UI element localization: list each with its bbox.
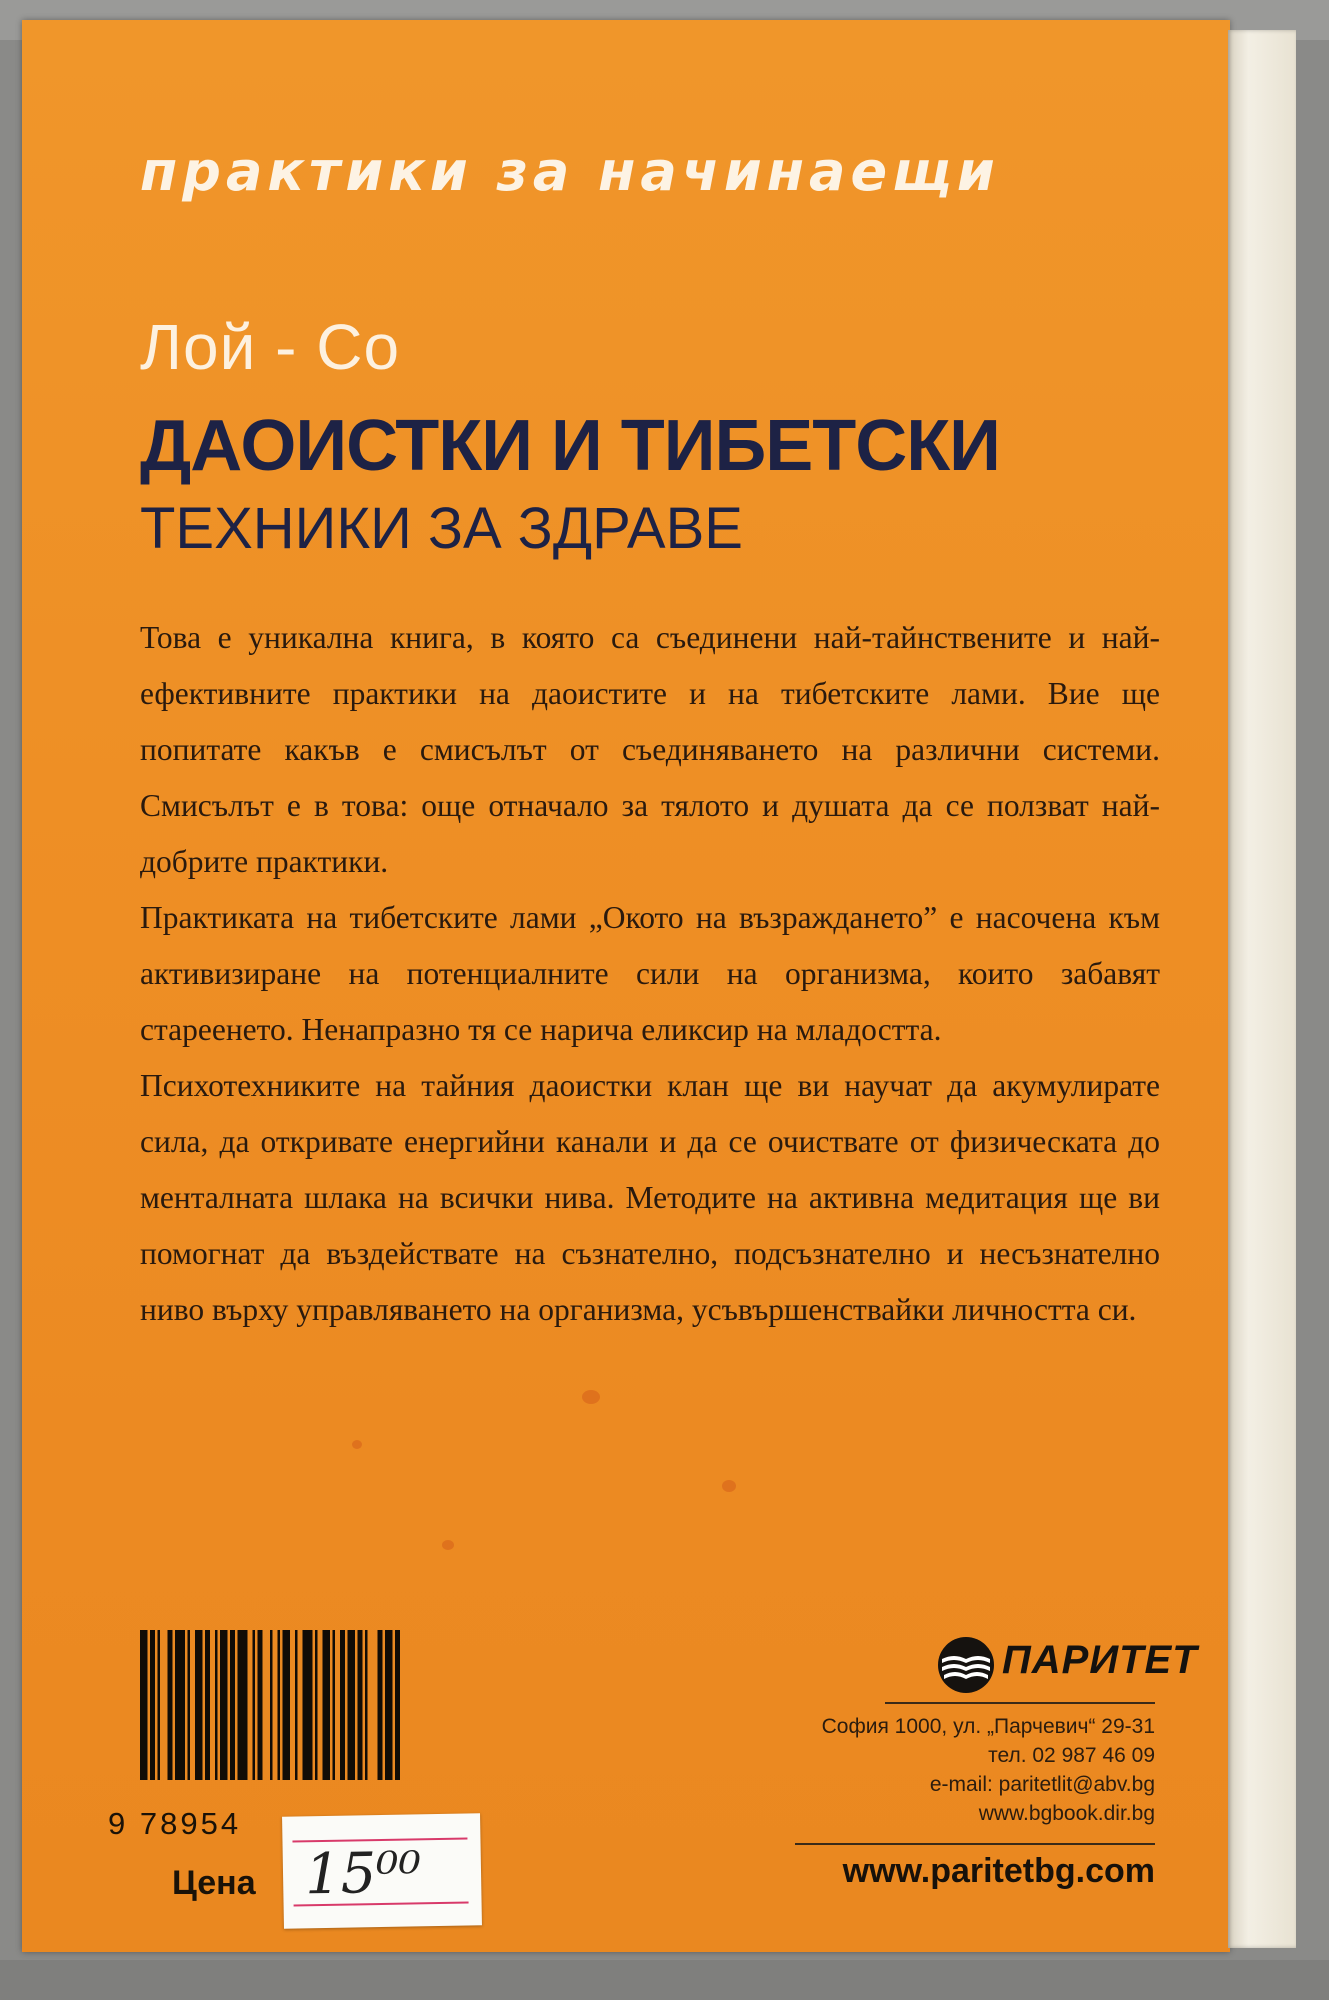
publisher-address xyxy=(700,1712,1155,1828)
background-bottom xyxy=(0,1960,1329,2000)
address-line: София 1000, ул. „Парчевич“ 29-31 xyxy=(821,1715,1155,1738)
publisher-name: ПАРИТЕТ xyxy=(1002,1638,1198,1682)
price-value: 15⁰⁰ xyxy=(304,1840,422,1908)
phone-line: тел. 02 987 46 09 xyxy=(988,1744,1155,1767)
isbn-number: 9 78954 xyxy=(108,1806,242,1841)
email-line: e-mail: paritetlit@abv.bg xyxy=(929,1773,1155,1796)
publisher-website: www.paritetbg.com xyxy=(842,1852,1155,1890)
book-title-line1: ДАОИСТКИ И ТИБЕТСКИ xyxy=(140,406,1000,486)
author-name: Лой - Со xyxy=(140,311,401,383)
publisher-divider xyxy=(885,1702,1155,1704)
address-divider xyxy=(795,1843,1155,1845)
description-paragraph-2: Практиката на тибетските лами „Окото на възраждането” е насочена към активизиране на потенциалните сили на организма, които забавят стареенето. Ненапразно тя се нарича еликсир на младостта. xyxy=(140,900,1160,1047)
barcode xyxy=(140,1630,475,1780)
price-sticker xyxy=(282,1813,482,1928)
web-line: www.bgbook.dir.bg xyxy=(978,1802,1155,1825)
description-paragraph-1: Това е уникална книга, в която са съединени най-тайнствените и най-ефективните практики на даоистите и на тибетските лами. Вие ще попитате какъв е смисълът от съединяването на различни системи. Смисълът е в това: още отначало за тялото и душата да се ползват най-добрите практики. xyxy=(140,620,1160,879)
book-page-edge xyxy=(1228,30,1296,1948)
description xyxy=(140,610,1160,1338)
series-title: практики за начинаещи xyxy=(140,140,1000,203)
description-paragraph-3: Психотехниките на тайния даоистки клан ще ви научат да акумулирате сила, да откривате енергийни канали и да се очиствате от физическата до менталната шлака на всички нива. Методите на активна медитация ще ви помогнат да въздействате на съзнателно, подсъзнателно и несъзнателно ниво върху управляването на организма, усъвършенствайки личността си. xyxy=(140,1068,1160,1327)
book-title-line2: ТЕХНИКИ ЗА ЗДРАВЕ xyxy=(140,496,743,561)
price-label: Цена xyxy=(172,1864,256,1902)
